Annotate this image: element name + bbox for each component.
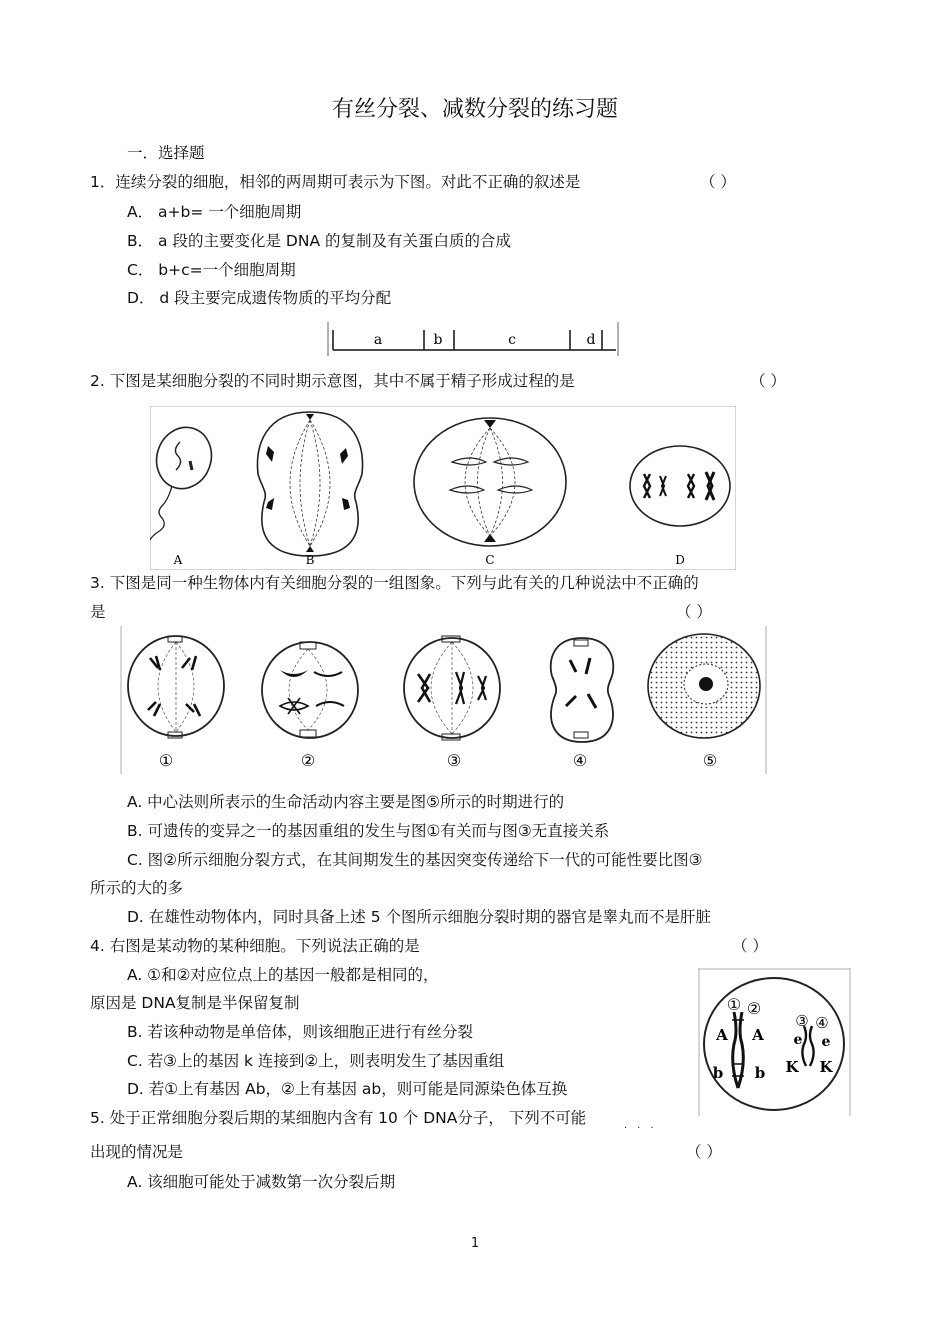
question-3-answer-blank: （ ） [676, 603, 712, 621]
segment-a-label: a [373, 332, 383, 348]
question-1-option-b: B． a 段的主要变化是 DNA 的复制及有关蛋白质的合成 [127, 232, 511, 250]
question-3-option-d: D. 在雄性动物体内，同时具备上述 5 个图所示细胞分裂时期的器官是睾丸而不是肝脏 [127, 908, 712, 926]
page-number: 1 [470, 1236, 480, 1251]
gene-label-a-right: A [752, 1026, 764, 1044]
cell-4-anaphase-ii [551, 638, 614, 770]
gene-label-e-right: e [821, 1034, 831, 1050]
chromosome-cell-figure [698, 968, 852, 1116]
gene-label-e-left: e [793, 1032, 803, 1048]
question-4-option-a-continued: 原因是 DNA复制是半保留复制 [90, 994, 300, 1012]
question-3-stem-line2: 是 [90, 603, 106, 621]
label-d: D [675, 553, 685, 567]
question-3-stem-line1: 3. 下图是同一种生物体内有关细胞分裂的一组图象。下列与此有关的几种说法中不正确的 [90, 574, 699, 592]
page-title: 有丝分裂、减数分裂的练习题 [331, 97, 618, 122]
question-3-option-c-continued: 所示的大的多 [90, 879, 184, 897]
question-4-answer-blank: （ ） [732, 937, 768, 955]
question-1-option-c: C． b+c=一个细胞周期 [127, 261, 296, 279]
question-3-option-c: C. 图②所示细胞分裂方式，在其间期发生的基因突变传递给下一代的可能性要比图③ [127, 851, 703, 869]
question-5-answer-blank: （ ） [686, 1143, 722, 1161]
label-2: ② [300, 751, 316, 770]
question-5-stem-line2: 出现的情况是 [90, 1143, 184, 1161]
question-1-answer-blank: （ ） [700, 173, 736, 191]
cell-3-metaphase [404, 636, 500, 770]
question-1-stem: 1．连续分裂的细胞，相邻的两周期可表示为下图。对此不正确的叙述是 [90, 173, 581, 191]
cell-d-tetrads [630, 446, 730, 567]
question-1-option-d: D． d 段主要完成遗传物质的平均分配 [127, 289, 392, 307]
cell-a-sperm [150, 420, 219, 567]
section-heading: 一．选择题 [127, 144, 205, 162]
chromosome-label-1: ① [726, 995, 742, 1014]
question-4-option-d: D. 若①上有基因 Ab，②上有基因 ab，则可能是同源染色体互换 [127, 1080, 568, 1098]
chromosome-label-3: ③ [795, 1012, 809, 1030]
question-4-option-a: A. ①和②对应位点上的基因一般都是相同的， [127, 966, 439, 984]
cell-cycle-diagram [326, 320, 622, 358]
cell-2-metaphase-i [262, 642, 358, 770]
cell-5-interphase [648, 634, 760, 770]
segment-d-label: d [586, 332, 596, 348]
cell-1-anaphase [128, 636, 224, 770]
cell-b-anaphase [258, 412, 363, 567]
question-4-option-c: C. 若③上的基因 k 连接到②上，则表明发生了基因重组 [127, 1052, 505, 1070]
gene-label-k-right: K [819, 1058, 833, 1076]
label-b: B [305, 553, 315, 567]
label-1: ① [158, 751, 174, 770]
gene-label-k-left: K [785, 1058, 799, 1076]
segment-b-label: b [433, 332, 443, 348]
spermatogenesis-figure [150, 406, 736, 570]
segment-c-label: c [508, 332, 516, 348]
emphasis-dots: ··· [624, 1123, 664, 1134]
label-3: ③ [446, 751, 462, 770]
cell-c-metaphase [414, 418, 566, 567]
chromosome-label-4: ④ [815, 1014, 829, 1032]
question-3-option-a: A. 中心法则所表示的生命活动内容主要是图⑤所示的时期进行的 [127, 793, 565, 811]
label-c: C [485, 553, 495, 567]
cell-division-series-figure [120, 626, 768, 774]
gene-label-b-right: b [754, 1064, 766, 1082]
question-5-stem-line1: 5. 处于正常细胞分裂后期的某细胞内含有 10 个 DNA分子， 下列不可能 [90, 1109, 587, 1127]
question-1-option-a: A． a+b= 一个细胞周期 [127, 203, 302, 221]
question-5-option-a: A. 该细胞可能处于减数第一次分裂后期 [127, 1173, 396, 1191]
label-4: ④ [572, 751, 588, 770]
question-3-option-b: B. 可遗传的变异之一的基因重组的发生与图①有关而与图③无直接关系 [127, 822, 610, 840]
question-2-stem: 2. 下图是某细胞分裂的不同时期示意图，其中不属于精子形成过程的是 [90, 372, 575, 390]
label-5: ⑤ [702, 751, 718, 770]
gene-label-a-left: A [716, 1026, 728, 1044]
gene-label-b-left: b [712, 1064, 724, 1082]
question-2-answer-blank: （ ） [750, 372, 786, 390]
chromosome-label-2: ② [746, 999, 762, 1018]
question-4-option-b: B. 若该种动物是单倍体，则该细胞正进行有丝分裂 [127, 1023, 473, 1041]
question-4-stem: 4. 右图是某动物的某种细胞。下列说法正确的是 [90, 937, 420, 955]
label-a: A [173, 553, 183, 567]
